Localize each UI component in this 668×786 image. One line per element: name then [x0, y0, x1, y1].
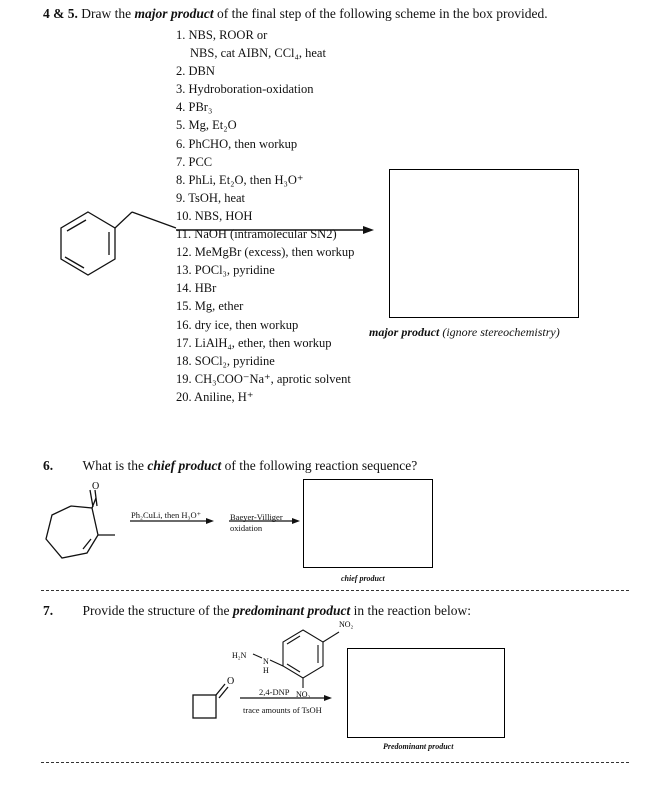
q45-caption-bold: major product: [369, 325, 440, 339]
q7-answer-box[interactable]: [347, 648, 505, 738]
q6-oxygen-label: O: [92, 481, 100, 492]
step-2: 2. DBN: [176, 64, 215, 79]
q7-reagent: 2,4-DNP: [259, 687, 290, 697]
divider-2: [41, 762, 629, 763]
step-18: 18. SOCl₂, pyridine: [176, 353, 275, 368]
q45-reaction-arrow: [176, 226, 374, 234]
h2n-label: H₂N: [232, 651, 247, 660]
step-5: 5. Mg, Et₂O: [176, 118, 237, 133]
step-20: 20. Aniline, H⁺: [176, 389, 254, 404]
step-16: 16. dry ice, then workup: [176, 317, 299, 332]
step-12: 12. MeMgBr (excess), then workup: [176, 245, 355, 260]
step-14: 14. HBr: [176, 281, 217, 296]
q7-box-caption: Predominant product: [383, 742, 454, 751]
divider-1: [41, 590, 629, 591]
ethylbenzene-structure: [61, 212, 176, 275]
q45-answer-box[interactable]: [389, 169, 579, 318]
q45-box-caption: [369, 325, 560, 340]
step-13: 13. POCl₃, pyridine: [176, 263, 275, 278]
q6-box-caption: chief product: [341, 574, 385, 583]
q7-prompt-pre: Provide the structure of the: [82, 603, 233, 618]
q6-prompt-emph: chief product: [147, 458, 222, 473]
no2-ortho-label: NO₂: [296, 690, 311, 699]
q7-prompt-emph: predominant product: [232, 603, 351, 618]
step-1-alt: NBS, cat AIBN, CCl₄, heat: [190, 46, 326, 61]
step-1: 1. NBS, ROOR or: [176, 28, 268, 42]
step-9: 9. TsOH, heat: [176, 190, 246, 205]
cycloheptenone-structure: [46, 490, 115, 558]
step-4: 4. PBr₃: [176, 100, 213, 115]
q45-prompt-post: of the final step of the following scheme in the box provided.: [213, 6, 548, 21]
q45-caption-rest: (ignore stereochemistry): [439, 325, 560, 339]
nh-label: N: [263, 657, 269, 666]
q6-reagent-1: Ph₂CuLi, then H₃O⁺: [131, 510, 202, 520]
q6-number: 6.: [43, 458, 54, 473]
q6-answer-box[interactable]: [303, 479, 433, 568]
q7-number: 7.: [43, 603, 54, 618]
step-15: 15. Mg, ether: [176, 299, 244, 314]
q45-number: 4 & 5.: [43, 6, 78, 21]
q6-reagent-2b: oxidation: [230, 523, 263, 533]
q6-reagent-2a: Baeyer-Villiger: [230, 512, 283, 522]
q7-conditions: trace amounts of TsOH: [243, 705, 322, 715]
q6-prompt-pre: What is the: [82, 458, 148, 473]
step-8: 8. PhLi, Et₂O, then H₃O⁺: [176, 172, 304, 187]
q6-prompt-post: of the following reaction sequence?: [221, 458, 418, 473]
step-6: 6. PhCHO, then workup: [176, 136, 298, 151]
no2-para-label: NO₂: [339, 620, 354, 629]
step-11: 11. NaOH (intramolecular SN2): [176, 227, 337, 242]
cyclobutanone-structure: [193, 684, 228, 718]
q7-oxygen-label: O: [227, 676, 235, 687]
q45-prompt-emph: major product: [134, 6, 214, 21]
q7-prompt-post: in the reaction below:: [350, 603, 471, 618]
step-10: 10. NBS, HOH: [176, 208, 253, 223]
step-3: 3. Hydroboration-oxidation: [176, 82, 314, 97]
step-19: 19. CH₃COO⁻Na⁺, aprotic solvent: [176, 371, 351, 386]
q45-prompt-pre: Draw the: [81, 6, 135, 21]
step-17: 17. LiAlH₄, ether, then workup: [176, 335, 332, 350]
nh-h-label: H: [263, 666, 269, 675]
q6-prompt: [43, 458, 417, 474]
step-7: 7. PCC: [176, 154, 213, 169]
q7-scheme: [0, 610, 668, 750]
